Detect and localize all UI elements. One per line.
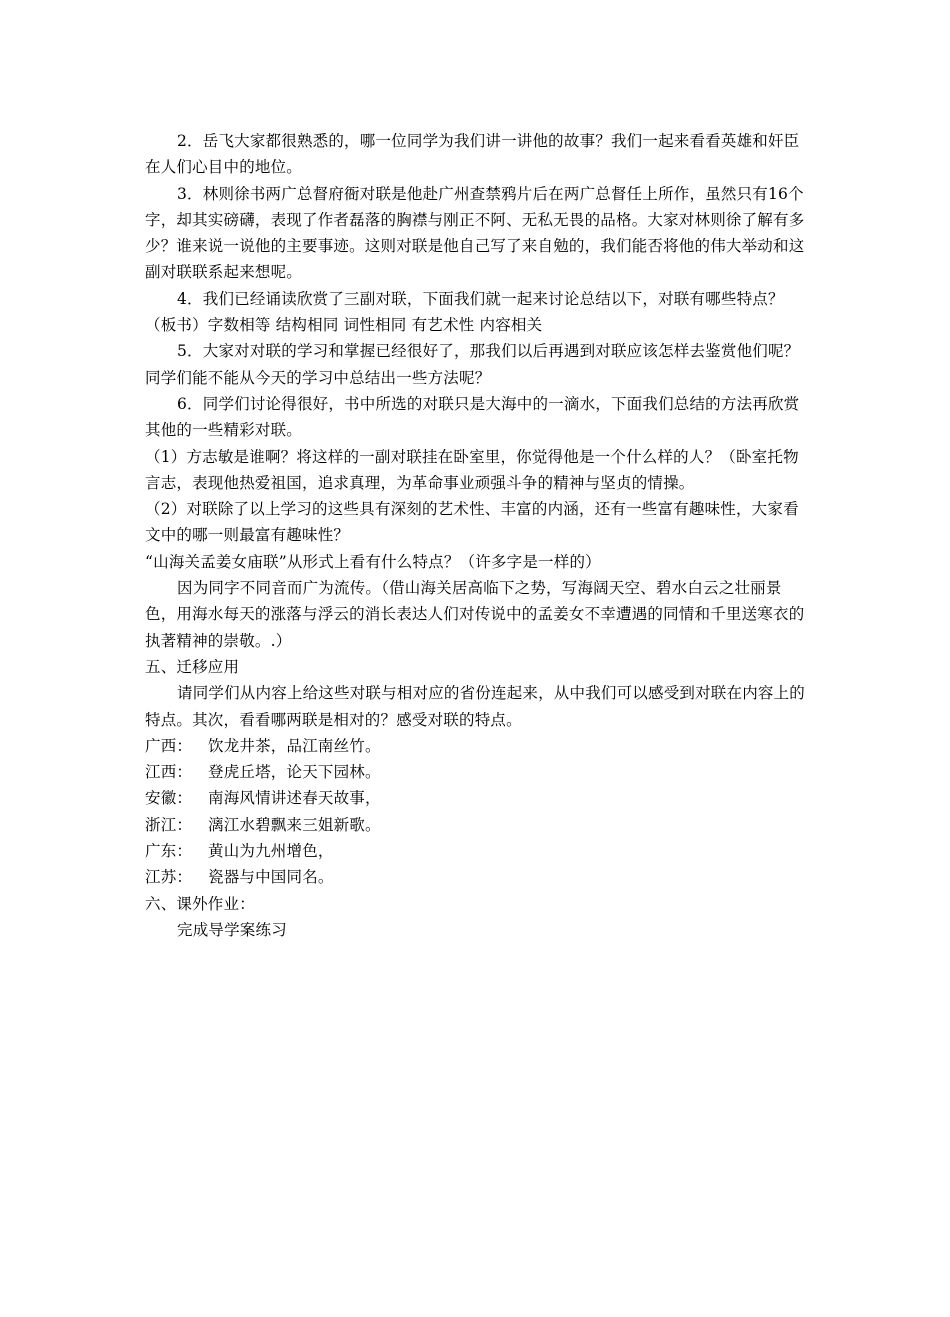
province-label: 安徽： — [145, 789, 193, 808]
matching-row — [145, 733, 810, 759]
matching-row — [145, 785, 810, 811]
paragraph-2: 2．岳飞大家都很熟悉的，哪一位同学为我们讲一讲他的故事？我们一起来看看英雄和奸臣在人们心目中的地位。 — [145, 132, 800, 177]
shanhaiguan-explanation: 因为同字不同音而广为流传。（借山海关居高临下之势，写海阔天空、碧水白云之壮丽景色，用海水每天的涨落与浮云的消长表达人们对传说中的孟姜女不幸遭遇的同情和千里送寒衣的执著精神的崇敬。.） — [145, 579, 805, 650]
couplet-text: 南海风情讲述春天故事， — [208, 789, 381, 808]
couplet-text: 黄山为九州增色， — [208, 842, 334, 861]
province-label: 广西： — [145, 736, 193, 755]
couplet-text: 漓江水碧飘来三姐新歌。 — [208, 815, 381, 834]
province-label: 江苏： — [145, 868, 193, 887]
paragraph-5: 5．大家对对联的学习和掌握已经很好了，那我们以后再遇到对联应该怎样去鉴赏他们呢？同学们能不能从今天的学习中总结出一些方法呢？ — [145, 342, 800, 387]
matching-row — [145, 838, 810, 864]
matching-row — [145, 864, 810, 890]
couplet-text: 瓷器与中国同名。 — [208, 868, 334, 887]
province-label: 江西： — [145, 763, 193, 782]
paragraph-4: 4．我们已经诵读欣赏了三副对联，下面我们就一起来讨论总结以下，对联有哪些特点？（板书）字数相等 结构相同 词性相同 有艺术性 内容相关 — [145, 289, 784, 335]
couplet-text: 饮龙井茶，品江南丝竹。 — [208, 736, 381, 755]
matching-list — [145, 733, 810, 891]
couplet-text: 登虎丘塔，论天下园林。 — [208, 763, 381, 782]
province-label: 广东： — [145, 842, 193, 861]
matching-row — [145, 812, 810, 838]
section-heading-5: 五、迁移应用 — [145, 657, 240, 676]
homework-text: 完成导学案练习 — [177, 920, 287, 939]
sub-item-1: （1）方志敏是谁啊？将这样的一副对联挂在卧室里，你觉得他是一个什么样的人？（卧室托物言志，表现他热爱祖国，追求真理，为革命事业顽强斗争的精神与坚贞的情操。 — [145, 447, 799, 492]
paragraph-3: 3．林则徐书两广总督府衙对联是他赴广州查禁鸦片后在两广总督任上所作，虽然只有16个字，却其实磅礴，表现了作者磊落的胸襟与刚正不阿、无私无畏的品格。大家对林则徐了解有多少？谁来说一说他的主要事迹。这则对联是他自己写了来自勉的，我们能否将他的伟大举动和这副对联联系起来想呢。 — [145, 184, 805, 282]
matching-instructions: 请同学们从内容上给这些对联与相对应的省份连起来，从中我们可以感受到对联在内容上的特点。其次，看看哪两联是相对的？感受对联的特点。 — [145, 684, 806, 729]
sub-item-2: （2）对联除了以上学习的这些具有深刻的艺术性、丰富的内涵，还有一些富有趣味性，大家看文中的哪一则最富有趣味性？ — [145, 500, 799, 545]
province-label: 浙江： — [145, 815, 193, 834]
document-body — [145, 128, 810, 943]
paragraph-6: 6．同学们讨论得很好，书中所选的对联只是大海中的一滴水，下面我们总结的方法再欣赏其他的一些精彩对联。 — [145, 394, 800, 440]
shanhaiguan-question: “山海关孟姜女庙联”从形式上看有什么特点？（许多字是一样的） — [145, 552, 601, 571]
matching-row — [145, 759, 810, 785]
section-heading-6: 六、课外作业： — [145, 894, 255, 913]
